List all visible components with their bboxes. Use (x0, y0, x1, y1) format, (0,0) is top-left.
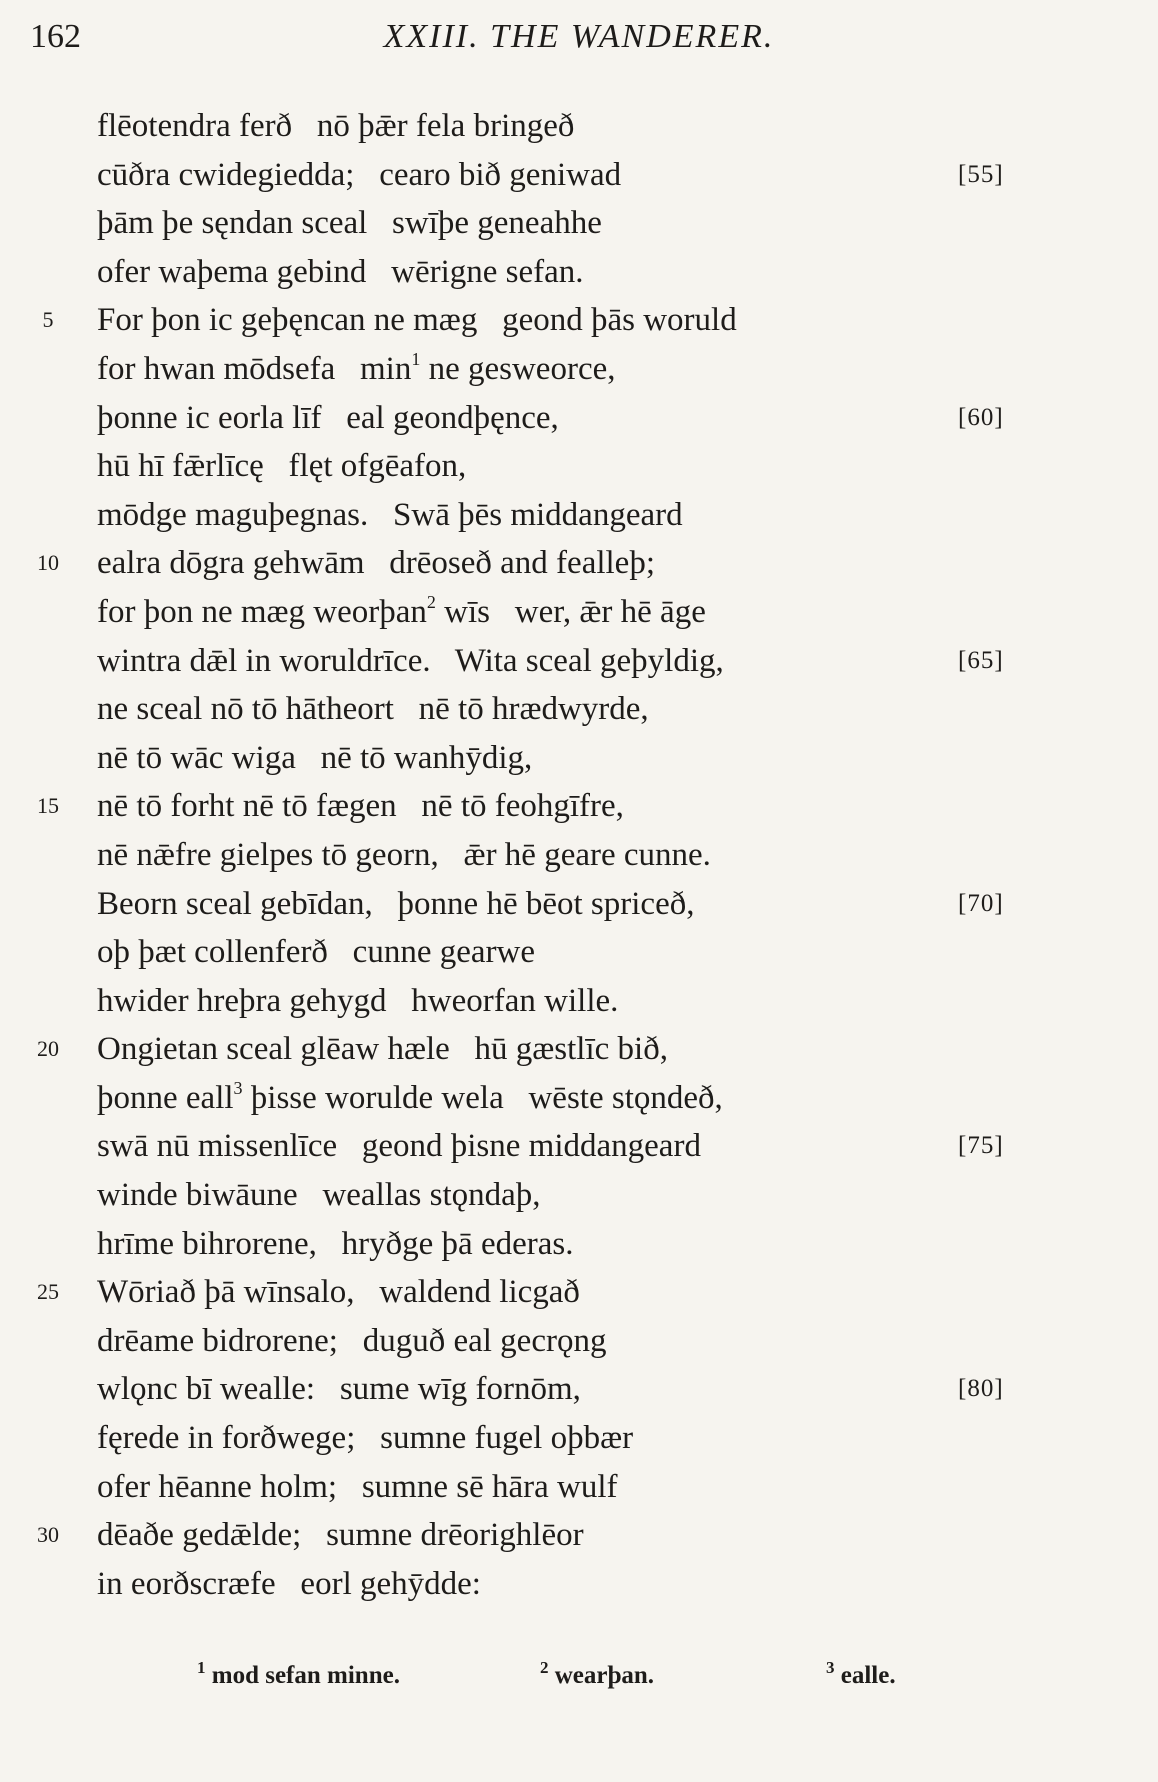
footnote-text: ealle. (834, 1662, 896, 1689)
line-number: 15 (37, 793, 59, 819)
verse-line (0, 637, 1158, 686)
verse-line (0, 1025, 1158, 1074)
verse-line-text (97, 880, 694, 929)
verse-line-text (97, 1511, 584, 1560)
verse-line (0, 394, 1158, 443)
verse-line (0, 248, 1158, 297)
verse-line (0, 539, 1158, 588)
footnote-1 (197, 1656, 400, 1696)
verse-text-segment: for þon ne mæg weorþan (97, 593, 427, 630)
verse-line (0, 1511, 1158, 1560)
verse-line (0, 588, 1158, 637)
verse-line (0, 102, 1158, 151)
verse-line (0, 151, 1158, 200)
footnote-reference: 1 (411, 348, 421, 369)
verse-line-text (97, 1025, 668, 1074)
verse-line (0, 1317, 1158, 1366)
verse-line-text (97, 1171, 541, 1220)
verse-line (0, 1365, 1158, 1414)
line-number: 20 (37, 1036, 59, 1062)
verse-text-segment: nē tō wāc wiga nē tō wanhȳdig, (97, 739, 533, 776)
verse-line-text (97, 977, 618, 1026)
verse-text-segment: drēame bidrorene; duguð eal gecrǫng (97, 1322, 607, 1359)
verse-line-text (97, 685, 649, 734)
verse-text-segment: fęrede in forðwege; sumne fugel oþbær (97, 1420, 634, 1457)
verse-line (0, 831, 1158, 880)
footnote-2 (540, 1656, 654, 1696)
verse-text-segment: Beorn sceal gebīdan, þonne hē bēot spriceð, (97, 885, 695, 922)
verse-text-segment: ofer waþema gebind wērigne sefan. (97, 253, 584, 290)
verse-line (0, 296, 1158, 345)
verse-text-segment: for hwan mōdsefa min (97, 350, 412, 387)
verse-text-segment: hwider hreþra gehygd hweorfan wille. (97, 982, 619, 1019)
verse-line-text (97, 442, 466, 491)
verse-reference-number: [65] (958, 646, 1004, 674)
verse-text-segment: ne sceal nō tō hātheort nē tō hrædwyrde, (97, 691, 649, 728)
verse-reference-number: [75] (958, 1132, 1004, 1160)
verse-line-text (97, 1268, 580, 1317)
verse-text-segment: For þon ic geþęncan ne mæg geond þās woruld (97, 302, 737, 339)
verse-line (0, 345, 1158, 394)
verse-line-text (97, 248, 584, 297)
verse-line (0, 1463, 1158, 1512)
verse-text-segment: winde biwāune weallas stǫndaþ, (97, 1177, 541, 1214)
verse-line (0, 1171, 1158, 1220)
verse-text-segment: ofer hēanne holm; sumne sē hāra wulf (97, 1468, 618, 1505)
verse-text-segment: ealra dōgra gehwām drēoseð and fealleþ; (97, 545, 655, 582)
verse-line-text (97, 102, 574, 151)
verse-line-text (97, 1414, 633, 1463)
verse-text-segment: swā nū missenlīce geond þisne middangeard (97, 1128, 701, 1165)
verse-line-text (97, 394, 559, 443)
verse-line (0, 442, 1158, 491)
verse-line-text (97, 491, 683, 540)
verse-text-segment: in eorðscræfe eorl gehȳdde: (97, 1565, 481, 1602)
verse-text-segment: nē tō forht nē tō fægen nē tō feohgīfre, (97, 788, 624, 825)
verse-text-segment: hū hī fǣrlīcę flęt ofgēafon, (97, 448, 467, 485)
verse-line-text (97, 1122, 701, 1171)
verse-line-text (97, 588, 706, 637)
verse-text-segment: oþ þæt collenferð cunne gearwe (97, 934, 535, 971)
verse-text (0, 102, 1158, 1608)
verse-line-text (97, 1463, 618, 1512)
verse-line (0, 1560, 1158, 1609)
verse-reference-number: [60] (958, 403, 1004, 431)
verse-text-segment: dēaðe gedǣlde; sumne drēorighlēor (97, 1517, 584, 1554)
footnote-3 (826, 1656, 896, 1696)
verse-line (0, 782, 1158, 831)
verse-text-segment: þonne ic eorla līf eal geondþęnce, (97, 399, 559, 436)
verse-line-text (97, 734, 532, 783)
verse-line (0, 928, 1158, 977)
verse-line-text (97, 1560, 481, 1609)
verse-line-text (97, 1074, 723, 1123)
verse-line-text (97, 831, 711, 880)
verse-text-segment: flēotendra ferð nō þǣr fela bringeð (97, 108, 575, 144)
footnote-text: mod sefan minne. (205, 1662, 400, 1689)
verse-line (0, 1414, 1158, 1463)
footnote-mark: 2 (540, 1658, 549, 1677)
verse-line-text (97, 151, 621, 200)
verse-line-text (97, 782, 624, 831)
verse-reference-number: [70] (958, 889, 1004, 917)
verse-text-segment: wlǫnc bī wealle: sume wīg fornōm, (97, 1371, 581, 1408)
verse-text-segment: þisse worulde wela wēste stǫndeð, (242, 1079, 723, 1116)
verse-text-segment: þonne eall (97, 1079, 234, 1116)
running-title: XXIII. THE WANDERER. (383, 18, 775, 55)
verse-line-text (97, 539, 655, 588)
verse-line (0, 734, 1158, 783)
footnote-mark: 3 (826, 1658, 835, 1677)
verse-reference-number: [55] (958, 160, 1004, 188)
footnotes (0, 1656, 1158, 1696)
page-number: 162 (30, 18, 81, 55)
verse-text-segment: cūðra cwidegiedda; cearo bið geniwad (97, 156, 622, 193)
verse-line-text (97, 345, 616, 394)
verse-line-text (97, 296, 737, 345)
verse-line-text (97, 928, 535, 977)
verse-line-text (97, 1317, 606, 1366)
verse-text-segment: ne gesweorce, (420, 350, 616, 387)
footnote-reference: 2 (426, 591, 436, 612)
verse-line (0, 1220, 1158, 1269)
verse-text-segment: hrīme bihrorene, hryðge þā ederas. (97, 1225, 574, 1262)
verse-line-text (97, 1365, 581, 1414)
verse-line (0, 199, 1158, 248)
verse-text-segment: mōdge maguþegnas. Swā þēs middangeard (97, 496, 683, 533)
verse-text-segment: wintra dǣl in woruldrīce. Wita sceal geþyldig, (97, 642, 724, 679)
line-number: 10 (37, 550, 59, 576)
verse-line-text (97, 199, 602, 248)
verse-text-segment: nē nǣfre gielpes tō georn, ǣr hē geare cunne. (97, 836, 711, 873)
verse-text-segment: wīs wer, ǣr hē āge (435, 593, 706, 630)
verse-line-text (97, 1220, 573, 1269)
verse-line (0, 491, 1158, 540)
verse-line (0, 1268, 1158, 1317)
verse-line (0, 1122, 1158, 1171)
verse-text-segment: þām þe sęndan sceal swīþe geneahhe (97, 205, 602, 242)
verse-line-text (97, 637, 724, 686)
verse-line (0, 1074, 1158, 1123)
line-number: 30 (37, 1522, 59, 1548)
footnote-mark: 1 (197, 1658, 206, 1677)
footnote-text: wearþan. (548, 1662, 655, 1689)
line-number: 25 (37, 1279, 59, 1305)
verse-line (0, 685, 1158, 734)
line-number: 5 (42, 307, 54, 333)
verse-text-segment: Wōriað þā wīnsalo, waldend licgað (97, 1274, 580, 1311)
footnote-reference: 3 (233, 1077, 243, 1098)
verse-reference-number: [80] (958, 1375, 1004, 1403)
verse-line (0, 977, 1158, 1026)
verse-line (0, 880, 1158, 929)
verse-text-segment: Ongietan sceal glēaw hæle hū gæstlīc bið, (97, 1031, 668, 1068)
